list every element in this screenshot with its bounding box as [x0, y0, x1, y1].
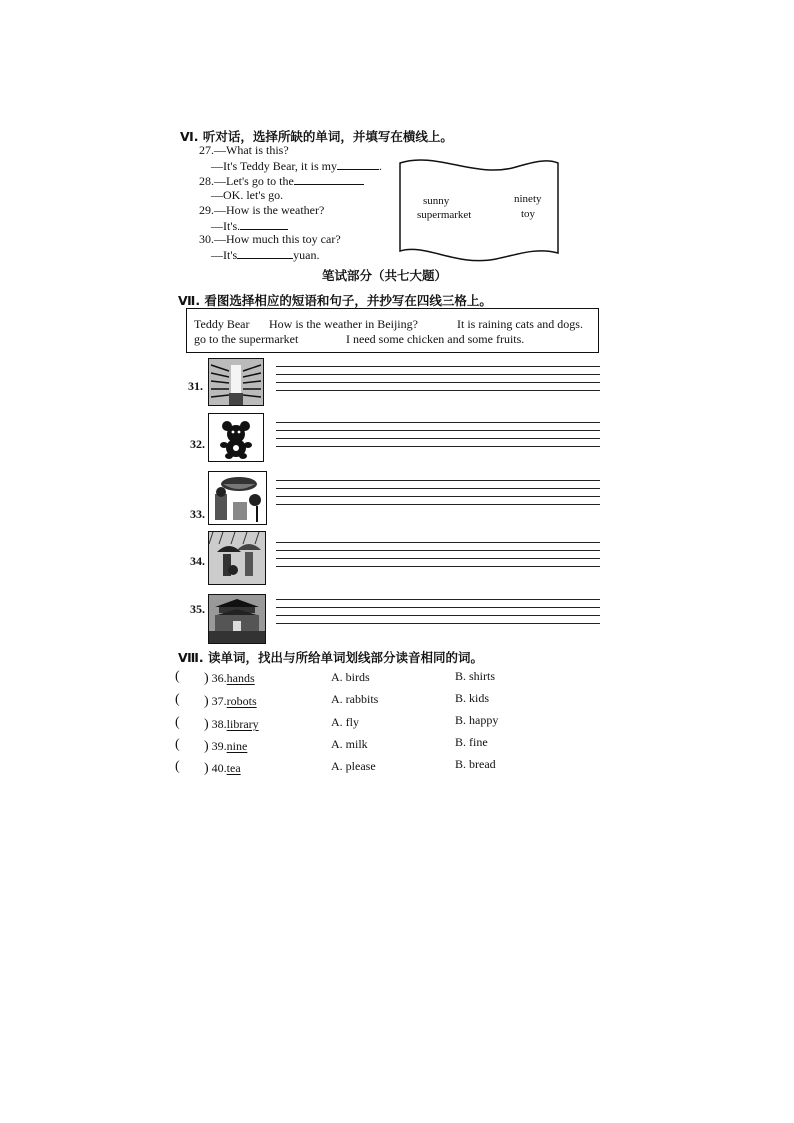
- teddy-bear-picture: [208, 413, 264, 462]
- q29-blank[interactable]: [240, 218, 288, 230]
- q27-answer: —It's Teddy Bear, it is my .: [211, 159, 382, 173]
- item-32-number: 32.: [190, 437, 205, 451]
- answer-paren-open-40[interactable]: (: [175, 759, 180, 774]
- supermarket-picture: [208, 358, 264, 406]
- q27-question: 27.—What is this?: [199, 143, 289, 157]
- q27-answer-text: —It's Teddy Bear, it is my: [211, 159, 337, 173]
- q30-answer: [211, 247, 320, 263]
- q27-blank[interactable]: [337, 158, 379, 170]
- q39-option-b[interactable]: B. fine: [455, 735, 488, 749]
- row-38: [204, 717, 259, 733]
- q37-option-b[interactable]: B. kids: [455, 691, 490, 705]
- q30-blank[interactable]: [237, 247, 293, 259]
- q28-question-text: 28.—Let's go to the: [199, 174, 294, 188]
- row-37: [204, 694, 257, 710]
- section-6-title: Ⅵ. 听对话，选择所缺的单词，并填写在横线上。: [180, 129, 453, 144]
- q30-answer-pre: —It's: [211, 248, 238, 262]
- q36-option-a[interactable]: A. birds: [331, 670, 370, 684]
- answer-paren-close-37: ): [204, 694, 209, 709]
- q28-blank[interactable]: [294, 173, 364, 185]
- rainy-day-picture: [208, 531, 266, 585]
- answer-paren-open-38[interactable]: (: [175, 715, 180, 730]
- row-40: [204, 761, 241, 777]
- food-shopping-image: [209, 472, 266, 524]
- q37-word: robots: [226, 694, 257, 708]
- answer-paren-open-37[interactable]: (: [175, 692, 180, 707]
- answer-paren-open-39[interactable]: (: [175, 737, 180, 752]
- phrase-weather-beijing: How is the weather in Beijing?: [269, 317, 418, 331]
- teddy-bear-image: [209, 414, 263, 461]
- q28-question: [199, 173, 364, 189]
- item-33-number: 33.: [190, 507, 205, 521]
- food-shopping-picture: [208, 471, 267, 525]
- section-7-title: Ⅶ. 看图选择相应的短语和句子，并抄写在四线三格上。: [178, 293, 492, 308]
- row-39: [204, 739, 247, 755]
- writing-lines-34[interactable]: [276, 542, 600, 566]
- q38-number: 38.: [211, 717, 227, 731]
- q37-option-a[interactable]: A. rabbits: [331, 692, 379, 706]
- q29-answer-text: —It's.: [211, 219, 241, 233]
- q40-number: 40.: [211, 761, 227, 775]
- beijing-gate-image: [209, 595, 265, 643]
- q36-option-b[interactable]: B. shirts: [455, 669, 496, 683]
- q40-option-a[interactable]: A. please: [331, 759, 376, 773]
- answer-paren-close-38: ): [204, 717, 209, 732]
- phrase-box: [186, 308, 599, 353]
- q36-word: hands: [226, 671, 255, 685]
- supermarket-image: [209, 359, 263, 405]
- item-31-number: 31.: [188, 379, 203, 393]
- q37-number: 37.: [211, 694, 227, 708]
- q30-answer-post: yuan.: [293, 248, 320, 262]
- q40-word: tea: [226, 761, 241, 775]
- row-36: [204, 671, 255, 687]
- item-34-number: 34.: [190, 554, 205, 568]
- flag-word-supermarket: supermarket: [417, 209, 472, 221]
- phrase-teddy-bear: Teddy Bear: [194, 317, 250, 331]
- q40-option-b[interactable]: B. bread: [455, 757, 496, 771]
- q30-question: 30.—How much this toy car?: [199, 232, 341, 246]
- answer-paren-close-40: ): [204, 761, 209, 776]
- writing-lines-31[interactable]: [276, 366, 600, 390]
- q38-option-a[interactable]: A. fly: [331, 715, 359, 729]
- item-35-number: 35.: [190, 602, 205, 616]
- answer-paren-close-39: ): [204, 739, 209, 754]
- flag-word-toy: toy: [521, 208, 536, 220]
- phrase-raining-cats-dogs: It is raining cats and dogs.: [457, 317, 583, 331]
- q39-word: nine: [226, 739, 248, 753]
- beijing-picture: [208, 594, 266, 644]
- writing-lines-33[interactable]: [276, 480, 600, 504]
- q38-word: library: [226, 717, 259, 731]
- written-part-title: 笔试部分（共七大题）: [322, 268, 448, 283]
- phrase-go-supermarket: go to the supermarket: [194, 332, 299, 346]
- q39-number: 39.: [211, 739, 227, 753]
- flag-word-sunny: sunny: [423, 195, 450, 207]
- writing-lines-35[interactable]: [276, 599, 600, 623]
- writing-lines-32[interactable]: [276, 422, 600, 446]
- answer-paren-close-36: ): [204, 671, 209, 686]
- q29-question: 29.—How is the weather?: [199, 203, 325, 217]
- q36-number: 36.: [211, 671, 227, 685]
- answer-paren-open-36[interactable]: (: [175, 669, 180, 684]
- flag-word-ninety: ninety: [514, 193, 542, 205]
- rainy-day-image: [209, 532, 265, 584]
- q38-option-b[interactable]: B. happy: [455, 713, 499, 727]
- q28-answer: —OK. let's go.: [211, 188, 284, 202]
- section-8-title: Ⅷ. 读单词，找出与所给单词划线部分读音相同的词。: [178, 650, 484, 665]
- phrase-chicken-fruits: I need some chicken and some fruits.: [346, 332, 525, 346]
- q39-option-a[interactable]: A. milk: [331, 737, 368, 751]
